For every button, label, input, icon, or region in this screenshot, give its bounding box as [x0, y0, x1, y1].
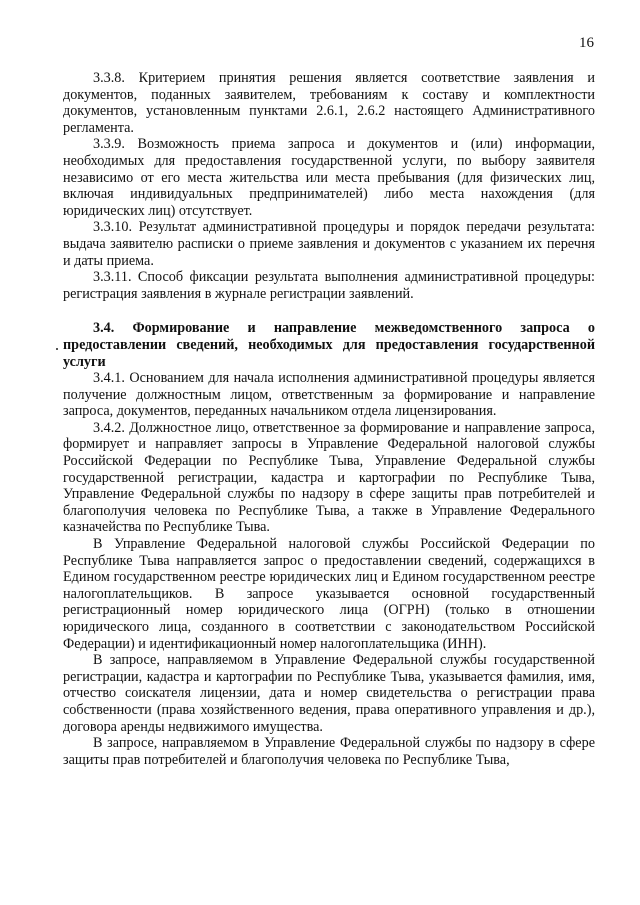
paragraph-3-3-10: 3.3.10. Результат административной процедуры и порядок передачи результата: выдача заявителю расписки о приеме заявления и документов с указанием их перечня и даты приема. [63, 219, 595, 269]
paragraph-3-3-8: 3.3.8. Критерием принятия решения является соответствие заявления и документов, поданных заявителем, требованиям к составу и комплектности документов, установленным пунктами 2.6.1, 2.6.2 настоящего Административного регламента. [63, 70, 595, 136]
section-heading-3-4: 3.4. Формирование и направление межведомственного запроса о предоставлении сведений, необходимых для предоставления государственной услуги [63, 320, 595, 370]
paragraph-3-4-1: 3.4.1. Основанием для начала исполнения административной процедуры является получение должностным лицом, ответственным за формирование и направление запроса, документов, переданных начальником отдела лицензирования. [63, 370, 595, 420]
paragraph-3-3-11: 3.3.11. Способ фиксации результата выполнения административной процедуры: регистрация заявления в журнале регистрации заявлений. [63, 269, 595, 302]
paragraph-3-4-2: 3.4.2. Должностное лицо, ответственное за формирование и направление запроса, формирует и направляет запросы в Управление Федеральной налоговой службы Российской Федерации по Республике Тыва, Управление Федеральной службы государственной регистрации, кадастра и картографии по Республике Тыва, Управление Федеральной службы по надзору в сфере защиты прав потребителей и благополучия человека по Республике Тыва, а также в Управление Федерального казначейства по Республике Тыва. [63, 419, 595, 536]
document-body [63, 70, 595, 768]
paragraph-3-3-9: 3.3.9. Возможность приема запроса и документов и (или) информации, необходимых для предоставления государственной услуги, по выбору заявителя независимо от его места жительства или места пребывания (для физических лиц, включая индивидуальных предпринимателей) либо места нахождения (для юридических лиц) отсутствует. [63, 136, 595, 219]
paragraph-tax-service-request: В Управление Федеральной налоговой службы Российской Федерации по Республике Тыва направляется запрос о предоставлении сведений, содержащихся в Едином государственном реестре юридических лиц и Едином государственном реестре налогоплательщиков. В запросе указывается основной государственный регистрационный номер юридического лица (ОГРН) (только в отношении юридического лица, созданного в соответствии с законодательством Российской Федерации) и идентификационный номер налогоплательщика (ИНН). [63, 536, 595, 652]
paragraph-registration-request: В запросе, направляемом в Управление Федеральной службы государственной регистрации, кадастра и картографии по Республике Тыва, указывается фамилия, имя, отчество соискателя лицензии, дата и номер свидетельства о регистрации права собственности (права хозяйственного ведения, права оперативного управления и др.), договора аренды недвижимого имущества. [63, 652, 595, 735]
page-number: 16 [579, 35, 594, 51]
scan-speck [56, 348, 58, 350]
paragraph-consumer-protection-request: В запросе, направляемом в Управление Федеральной службы по надзору в сфере защиты прав потребителей и благополучия человека по Республике Тыва, [63, 735, 595, 768]
